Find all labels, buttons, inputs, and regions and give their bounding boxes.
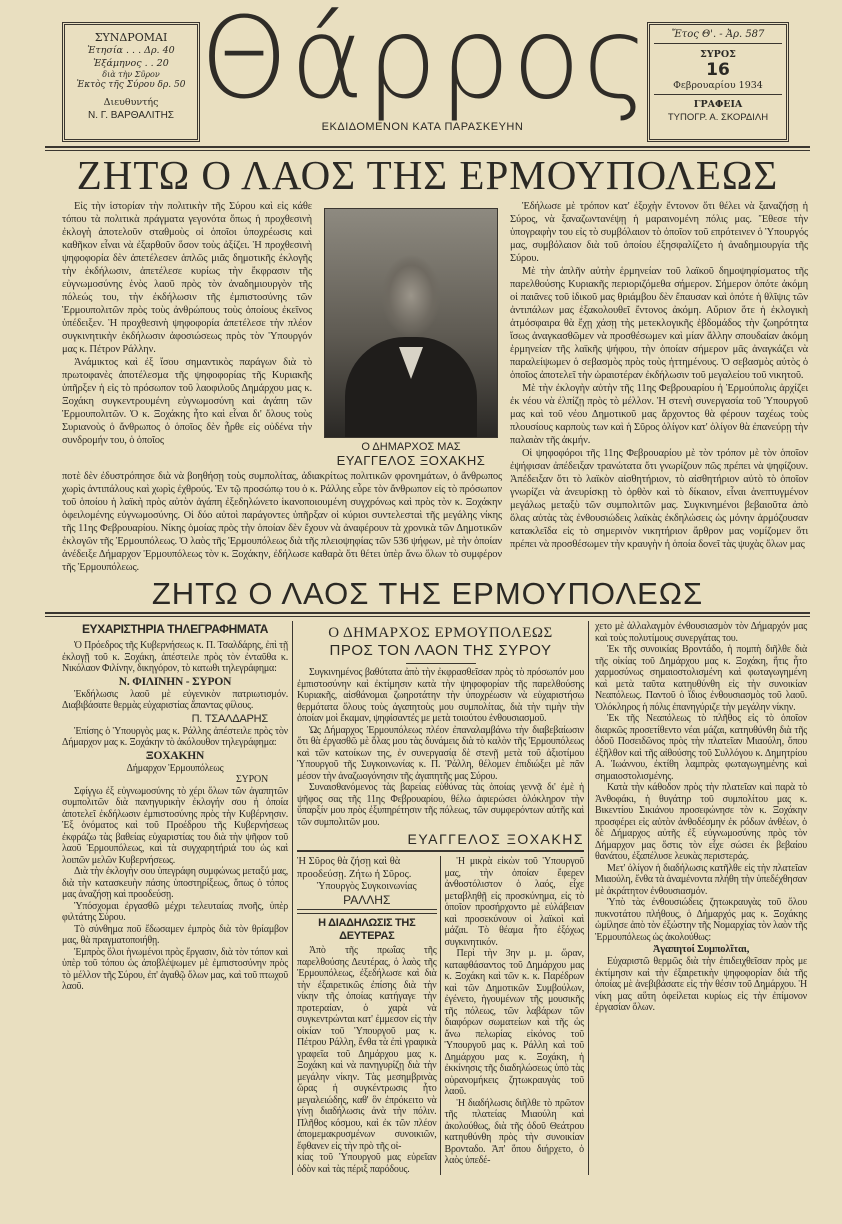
subscription-line: διὰ τὴν Σῦρον [102,70,160,79]
paragraph: Εἰς τὴν ἱστορίαν τὴν πολιτικὴν τῆς Σύρου καὶ εἰς κάθε τόπου τὰ πολιτικὰ πράγματα γεγονότα ὅπως ἡ προχθεσινὴ ἐκλογὴ ἀποτελοῦν σταθμοὺς οἱ ὁποῖοι ὑποχρέωσις καὶ καθῆκον εἶναι νὰ ἐξαρθοῦν ὅσον τοὺς ἀξίζει. Ἡ προχθεσινὴ ψηφοφορία δὲν ἀπετέλεσεν ἁπλῶς μιᾶς δημοτικῆς ἐκλογῆς τὴν ἐκδήλωσιν, ἀπετέλεσε κυρίως τὴν ἔκφρασιν τῆς εὐγνωμοσύνης ἑνὸς λαοῦ πρὸς τὸν ἀναδημιουργὸν τῆς πόλεώς του, τὴν ἐκδήλωσιν τῆς ἐμπιστοσύνης τῶν Ἑρμουπολιτῶν πρὸς τοὺς ἀνθρώπους τοὺς ὁποίους ἐκεῖνος ὑπέδειξεν. Ἡ προχθεσινὴ ψηφοφορία ἀπετέλεσε τὴν πλέον συγκινητικὴν ἐκδήλωσιν ἀφοσιώσεως πρὸς τὸν Ὑπουργόν μας κ. Πέτρον Ράλλην. [62,201,312,355]
paragraph: Κατὰ τὴν κάθοδον πρὸς τὴν πλατεῖαν καὶ παρὰ τὸ Ἀνθοφάκι, ἡ θυγάτηρ τοῦ συμπολίτου μας κ. Βικεντίου Σικιάνου προσεφώνησε τὸν κ. Ξοχάκην προσφέρει εἰς αὐτὸν ἀνθοδέσμην ἐκ ρόδων ἀνθέων, ὁ δὲ Δήμαρχος αὐτῆς ἐξ εὐγνωμοσύνης πρὸς τὸν Δήμαρχον μας ὅστις τὸν εἶχε σώσει ἐκ βεβαίου θανάτου, ἐξαπέλυσε λευκὰς περιστεράς. [595,782,807,862]
paragraph: Μὲ τὴν ἁπλῆν αὐτὴν ἑρμηνείαν τοῦ λαϊκοῦ δημοψηφίσματος τῆς παρελθούσης Κυριακῆς περιοριζόμεθα σήμερον. Σήμερον ὁπότε ἀκόμη οἱ παιᾶνες τοῦ ἰδικοῦ μας θριάμβου δὲν ἔπαυσαν καὶ ὁπότε ἡ θλῖψις τῶν ἀντιπάλων μας ἐξακολουθεῖ ἔντονος ἀκόμη. Αὔριον ὅτε ἡ ἐκλογικὴ ἀτμόσφαιρα θὰ ἔχῃ χάσῃ τὴς μετεκλογικῆς ἑβδομάδος τὴν ζωηρότητα ἴσως ἀναγκασθῶμεν νὰ προσθέσωμεν καὶ μίαν ἄλλην σπουδαίαν ἀκόμη ἑρμηνείαν τῆς λαϊκῆς ψήφου, τὴν ὁποίαν σήμερον μᾶς ἀναγκάζει νὰ παραλείψωμεν ὁ σεβασμὸς πρὸς τοὺς ἡττημένους. Ὁ σεβασμὸς αὐτὸς ὁ ὁποῖος ἀποτελεῖ τὴν ὡραιοτέραν ἐκδήλωσιν τοῦ μεγαλείου τοῦ νικητοῦ. [510,266,808,381]
paragraph: κίας τοῦ Ὑπουργοῦ μας εὐρεῖαν ὁδὸν καὶ τὰς πέριξ παρόδους. [297,1152,437,1175]
issue-day: 16 [706,60,730,80]
offices-label: ΓΡΑΦΕΙΑ [693,99,743,110]
paragraph: Μὲ τὴν ἐκλογὴν αὐτὴν τῆς 11ης Φεβρουαρίου ἡ Ἑρμούπολις ἀρχίζει ἐκ νέου νὰ ἐλπίζῃ πρὸς τὸ μέλλον. Ἡ στενὴ συνεργασία τοῦ Ὑπουργοῦ μας καὶ τοῦ νέου Δημοτικοῦ μας ἄρχοντος θὰ φέρουν ταχέως τοὺς πλουσίους καρποὺς των καὶ ἡ Σῦρος ὀλίγον κατ' ὀλίγον θὰ ἐπανεύρῃ τὴν παλαιὰν τῆς ἀκμήν. [510,383,808,446]
telegram-address: Ν. ΦΙΛΙΝΗΝ - ΣΥΡΟΝ [118,675,232,688]
masthead-rule [45,146,810,148]
paragraph: Μετ' ὀλίγον ἡ διαδήλωσις κατῆλθε εἰς τὴν πλατεῖαν Μιαούλη, ἔνθα τὰ ἀναμένοντα πλήθη τὴν ὑπεδέχθησαν μὲ ἀκράτητον ἐνθουσιασμόν. [595,862,807,897]
paragraph: Ὑπὸ τὰς ἐνθουσιώδεις ζητωκραυγὰς τοῦ ὄλου πυκνοτάτου πλήθους, ὁ Δήμαρχός μας κ. Ξοχάκης ὡμίλησε ἀπὸ τὸν ἐξώστην τῆς Νομαρχίας τὸν λαὸν τῆς Ἑρμουπόλεως ὡς ἀκολούθως: [595,897,807,943]
telegram-text: Ἐμπρὸς ὅλοι ἡνωμένοι πρὸς ἔργασιν, διὰ τὸν τόπον καὶ ὑπὲρ τοῦ τόπου ὡς ἀποβλέψωμεν μὲ ἐμπιστοσύνην πρὸς τὸ μέλλον τῆς Σύρου, ἐπ' ἀγαθῷ ὅλων μας, καὶ τοῦ πτωχοῦ λαοῦ. [62,946,288,992]
paragraph: Ὡς Δήμαρχος Ἑρμουπόλεως πλέον ἐπαναλαμβάνω τὴν διαβεβαίωσιν ὅτι θὰ ἐργασθῶ μὲ ὅλας μου τὰς δυνάμεις διὰ τὸ καλὸν τῆς Ἑρμουπόλεως καὶ τῶν κατοίκων της, ἐν συνεργασίᾳ δὲ στενῇ μετὰ τοῦ ἀξιοτίμου Ὑπουργοῦ τῆς Συγκοινωνίας κ. Π. Ῥάλλη, θέλομεν ἐπιδιώξει μὲ πᾶν μέσον τὴν ἀναζωογόνησιν τῆς ἀγαπητῆς μας Σύρου. [297,724,584,782]
paragraph: Εὐχαριστῶ θερμῶς διὰ τὴν ἐπιδειχθεῖσαν πρὸς με ἐκτίμησιν καὶ τὴν ἐξαιρετικὴν ψηφοφορίαν διὰ τῆς ὁποίας μὲ ἀνεβιβάσατε εἰς τὴν θέσιν τοῦ Δημάρχου. Ἡ νίκη μας αὕτη ὀφείλεται κυρίως εἰς τὴν ἐπίμονον ἐργασίαν ὅλων. [595,956,807,1013]
telegram-address: ΞΟΧΑΚΗΝ [145,749,205,762]
mayor-column [293,621,589,1175]
mayor-letter-heading-2: ΠΡΟΣ ΤΟΝ ΛΑΟΝ ΤΗΣ ΣΥΡΟΥ [329,642,552,659]
headline-top: ΖΗΤΩ Ο ΛΑΟΣ ΤΗΣ ΕΡΜΟΥΠΟΛΕΩΣ [76,152,779,198]
section-rule [45,612,810,614]
telegram-address-sub: Δήμαρχον Ἑρμουπόλεως [126,762,224,774]
lead-article [62,200,808,574]
subscription-line: Ἐκτὸς τῆς Σύρου δρ. 50 [76,80,186,90]
paragraph: Περὶ τὴν 3ην μ. μ. ὥραν, καταφθάσαντος τοῦ Δημάρχου μας κ. Ξοχάκη καὶ τῶν κ. κ. Παρέδρων καὶ τῶν Δημοτικῶν Συμβούλων, ἐγένετο, ἡγουμένων τῆς μουσικῆς τῆς πόλεως, τῶν λαβάρων τῶν διαφόρων σωματείων καὶ τῆς ὡς ἄνω πελωρίας εἰκόνος τοῦ Ὑπουργοῦ μας κ. Ράλλη καὶ τοῦ Δημάρχου μας κ. Ξοχάκη, ἡ ἐκκίνησις τῆς διαδηλώσεως ὑπὸ τὰς οὐρανομήκεις ζητωκραυγὰς τοῦ λαοῦ. [444,948,584,1097]
photo-caption-1: Ο ΔΗΜΑΡΧΟΣ ΜΑΣ [361,441,461,453]
paragraph: Οἱ ψηφοφόροι τῆς 11ης Φεβρουαρίου μὲ τὸν τρόπον μὲ τὸν ὁποῖον ἐψήφισαν ἀπέδειξαν τρανώτατα ὅτι γνωρίζουν πῶς πρέπει νὰ ψηφίζουν. Ἀπέδειξαν ὅτι τὸ λαϊκὸν αἰσθητήριον, τὸ αἰσθητήριον αὐτὸ τὸ ὁποῖον γνωρίζει νὰ ἀνευρίσκῃ τὸ ὀρθὸν καὶ τὸ δίκαιον, εἶναι ἀνεπτυγμένον μεγάλως μεταξὺ τῶν συμπολιτῶν μας. Συγκινημένοι βεβαιοῦτα ἀπὸ ὅλας αὐτὰς τὰς ἐνθουσιώδεις λαϊκὰς ἐκδηλώσεις ὡς μόνην ἁρμόζουσαν κατακλεῖδα εἰς τὸ σημερινὸν νικητήριον ἄρθρον μας νομίζομεν ὅτι πρέπει νὰ προσθέσωμεν τὴν κραυγὴν ἡ ὁποία δονεῖ τὰς ψυχὰς ὅλων μας [510,448,808,550]
telegram-intro: Ὁ Πρόεδρος τῆς Κυβερνήσεως κ. Π. Τσαλδάρης, ἐπὶ τῇ ἐκλογῇ τοῦ κ. Ξοχάκη, ἀπέστειλε πρὸς τὸν ἐνταῦθα κ. Νικόλαον Φιλίνην, δικηγόρον, τὸ κατωθι τηλεγράφημα: [62,640,288,674]
telegram-text: Ὑπόσχομαι ἐργασθῶ μέχρι τελευταίας πνοῆς, ὑπὲρ φιλτάτης Σύρου. [62,900,288,923]
telegrams-heading: ΕΥΧΑΡΙΣΤΗΡΙΑ ΤΗΛΕΓΡΑΦΗΜΑΤΑ [81,622,269,636]
demo-continued-col [589,621,807,1175]
telegram-text: Διὰ τὴν ἐκλογὴν σου ὑπεγράφη συμφώνως μεταξύ μας, διὰ τὴν κατασκευὴν πάσης ὑποστηρίξεως, ὅπως ὁ τόπος μας ἀναζήσῃ καὶ προοδεύσῃ. [62,866,288,900]
director-label: Διευθυντής [103,97,159,108]
section-rule-thin [45,616,810,617]
masthead-rule-thin [45,150,810,151]
telegrams-body [62,640,288,993]
subscription-heading: ΣΥΝΔΡΟΜΑΙ [94,31,168,44]
monday-demo-heading: Η ΔΙΑΔΗΛΩΣΙΣ ΤΗΣ ΔΕΥΤΕΡΑΣ [318,917,416,942]
paragraph: Ἡ διαδήλωσις διῆλθε τὸ πρῶτον τῆς πλατείας Μιαούλη καὶ ἀκολούθως, διὰ τῆς ὁδοῦ Θεάτρου κατηυθύνθη πρὸς τὴν συνοικίαν Βρονταδο. Ἀπ' ὅπου διήρχετο, ὁ λαὸς ὑπεδέ- [444,1097,584,1166]
paragraph: Ἐκ τῆς Νεαπόλεως τὸ πλῆθος εἰς τὸ ὁποῖον διαρκῶς προσετίθεντο νέαι μάζαι, κατηυθύνθη διὰ τῆς ὁδοῦ Ποσειδῶνος πρὸς τὴν πλατεῖαν Μιαούλη, ὅπου ἐξῆλθον καὶ τῆς αἰθούσης τοῦ Συλλόγου κ. Δημητρίου Α. Ἰωάννου, ἐκτίθη λαμπρὰς φωταγωγημένης καὶ σημαιοστολισμένης. [595,713,807,782]
telegram-text: Ἐκδήλωσις λαοῦ μὲ εὐγενικὸν πατριωτισμόν. Διαβιβάσατε θερμὰς εὐχαριστίας ἅπαντας φίλους. [62,688,288,711]
paragraph: Συναισθανόμενος τὰς βαρείας εὐθύνας τὰς ὁποίας γεννᾷ δι' ἐμὲ ἡ ψῆφος σας τῆς 11ης Φεβρουαρίου, θέλω ἀφιερώσει ὁλόκληρον τὴν ὕπαρξίν μου πρὸς ἐξυπηρέτησιν τῆς πόλεως, τῶν συμφερόντων αὐτῆς καὶ τῶν συμπολιτῶν μου. [297,782,584,828]
mayor-photo [324,208,498,438]
newspaper-title: Θάρρος [200,0,651,124]
subscription-box [62,22,200,142]
monday-demo-col-a [297,945,437,1152]
section-rule [297,850,584,852]
ornament-divider [406,663,476,664]
paragraph: Ἀνάμικτος καὶ ἐξ ἴσου σημαντικὸς παράγων διὰ τὸ πρωτοφανὲς ἀποτέλεσμα τῆς ψηφοφορίας τῆς Κυριακῆς ὑπῆρξεν ἡ εἰς τὸ πρόσωπον τοῦ λαοφιλοῦς Δημάρχου μας κ. Ξοχάκη συγκεντρουμένη εὐγνωμοσύνη καὶ ἀγάπη τῶν Ἑρμουπολιτῶν. Ὁ κ. Ξοχάκης ἦτο καὶ εἶναι δι' ὅλους τοὺς Συριανοὺς ὁ ἄνθρωπος ὁ ὁποῖος δὲν ἦρθε εἰς οὐδένα τὴν συνδρομήν του, ὁ ὁποῖος [62,357,312,446]
lead-article-upper [62,200,502,468]
lead-article-left-block [62,200,502,574]
issue-number: Ἔτος Θ'. - Ἀρ. 587 [654,28,782,44]
speech-heading: Ἀγαπητοί Συμπολῖται, [652,944,750,955]
subscription-line: Ἑξάμηνος . . 20 [93,58,169,69]
paragraph: Συγκινημένος βαθύτατα ἀπὸ τὴν ἐκφρασθεῖσαν πρὸς τὸ πρόσωπόν μου ἐμπιστοσύνην καὶ ἐκτίμησιν κατὰ τὴν ψηφοφορίαν τῆς παρελθούσης Κυριακῆς, αἰσθάνομαι ζωηροτάτην τὴν ὑποχρέωσιν νὰ εὐχαριστήσω θερμότατα ὅλους τοὺς ἀγαπητοὺς μου συμπολίτας, διὰ τὴν τιμὴν τὴν ὁποίαν μοὶ ἔκαμαν, ψηφίσαντές με μετὰ τοιούτου ἐνθουσιασμοῦ. [297,667,584,724]
telegrams-column [62,621,293,1175]
issue-box [647,22,789,142]
paragraph: Ἡ μικρὰ εἰκὼν τοῦ Ὑπουργοῦ μας, τὴν ὁποίαν ἔφερεν ἀνθοστόλιστον ὁ λαός, εἶχε μεταβληθῇ εἰς προσκύνημα, εἰς τὸ ὁποῖον προσήρχοντο μὲ εὐλάβειαν καὶ προσεκύνουν οἱ λαϊκοὶ καὶ μάζαι. Τὸ θέαμα ἦτο ἐξόχως συγκινητικόν. [444,856,584,948]
photo-block [320,200,502,468]
subscription-line: Ἐτησία . . . Δρ. 40 [87,45,175,56]
ornament-divider [297,909,437,914]
lead-article-col-left [62,200,312,447]
rallis-quote: Ἡ Σῦρος θὰ ζήσῃ καὶ θὰ προοδεύσῃ. Ζήτω ἡ Σῦρος. [297,856,412,880]
offices-value: ΤΥΠΟΓΡ. Α. ΣΚΟΡΔΙΛΗ [667,112,769,123]
headline-mid: ΖΗΤΩ Ο ΛΑΟΣ ΤΗΣ ΕΡΜΟΥΠΟΛΕΩΣ [151,576,704,611]
issue-place: ΣΥΡΟΣ [700,49,736,60]
mayor-letter-signature: ΕΥΑΓΓΕΛΟΣ ΞΟΧΑΚΗΣ [407,831,584,847]
lead-article-col-right [510,200,808,551]
paragraph: Ἀπὸ τῆς πρωΐας τῆς παρελθούσης Δευτέρας, ὁ λαὸς τῆς Ἑρμουπόλεως, ἐξεδήλωσε καὶ διὰ τὴν ἐξαιρετικῶς ἐπίσης διὰ τὴν νίκην τῆς ὁποίας κατήγαγε τὴν προτεραίαν, ὁ χαρὰ νὰ συγκεντρώνται κατ' ἐμμεσον εἰς τὴν οἰκίαν τοῦ Ὑπουργοῦ μας κ. Πέτρου Ράλλη, ἔνθα τὰ ἐπὶ γραφικὰ γραφεῖα τοῦ Δημάρχου μας κ. Ξοχάκη καὶ νὰ πανηγυρίζῃ διὰ τὴν μεγάλην νίκην. Τὰς μεσημβρινὰς ὥρας ἡ συγκέντρωσις ἦτο μεγαλειώδης, καθ' ὃν ἐπρόκειτο νὰ γίνῃ διαδήλωσις ἀνὰ τὴν πόλιν. Πλῆθος κόσμου, καὶ ἐκ τῶν πλέον ἀπομεμακρυσμένων συνοικιῶν, ἔφθανεν εἰς τὴν πρὸ τῆς οἰ- [297,945,437,1152]
paragraph: χετο μὲ ἀλλαλαγμὸν ἐνθουσιασμὸν τὸν Δήμαρχόν μας καὶ τοὺς πολυτίμους συνεργάτας του. [595,621,807,644]
photo-caption-2: ΕΥΑΓΓΕΛΟΣ ΞΟΧΑΚΗΣ [336,453,486,468]
newspaper-subtitle: ΕΚΔΙΔΟΜΕΝΟΝ ΚΑΤΑ ΠΑΡΑΣΚΕΥΗΝ [321,121,524,133]
paragraph: Ἐκ τῆς συνοικίας Βροντάδο, ἡ πομπὴ διῆλθε διὰ τῆς οἰκίας τοῦ Δημάρχου μας κ. Ξοχάκη, ἥτις ἦτο χαρμοσύνως σημαιοστολισμένη καὶ φωταγωγημένη καὶ μετὰ ταῦτα κατηυθύνθη εἰς τὴν συνοικίαν Νεαπόλεως. Παντοῦ ὁ ἴδιος ἐνθουσιασμὸς τοῦ λαοῦ. Ὁλόκληρος ἡ πόλις ἐπανηγύριζε τὴν μεγάλην νίκην. [595,644,807,713]
rallis-name: ΡΑΛΛΗΣ [343,893,391,907]
paragraph: Ἐδήλωσε μὲ τρόπον κατ' ἐξοχὴν ἔντονον ὅτι θέλει νὰ ξαναζήσῃ ἡ Σύρος, νὰ ξαναζωντανέψῃ ἡ μαραινομένη πόλις μας. Ἔθεσε τὴν ὑπογραφὴν του εἰς τὸ συμβόλαιον τὸ ὁποῖον τοῦ επρότεινεν ὁ Ὑπουργός μας, συμβόλαιον διὰ τοῦ ὁποίου ἐξησφαλίζετο ἡ ἀναδημιουργία τῆς Σύρου. [510,201,808,264]
page-body [0,152,842,1175]
telegram-signature: Π. ΤΣΑΛΔΑΡΗΣ [191,712,268,725]
telegram-address-place: ΣΥΡΟΝ [235,774,268,785]
lead-article-col-wide [62,470,502,574]
rallis-title: Ὑπουργὸς Συγκοινωνίας [316,881,417,892]
paragraph: ποτὲ δὲν ἐδυστρόπησε διὰ νὰ βοηθήσῃ τοὺς συμπολίτας, ἀδιακρίτως πολιτικῶν φρονημάτων, ὁ ἄνθρωπος χωρὶς ἀντιπάλους καὶ χωρὶς ἐχθρούς. Ἐν τῷ προσώπῳ του ὁ κ. Ράλλης εὗρε τὸν ἄνθρωπον εἰς τὸ πρόσωπον τοῦ ὁποίου ἡ λαϊκὴ πρὸς αὐτὸν ἀγάπη ἐξεδηλώνετο ἱκανοποιουμένη συγχρόνως καὶ πρὸς τὸν κ. Ξοχάκην ὀφειλομένης εὐγνωμοσύνης. Οἱ δύο αὐτοὶ παράγοντες ὑπῆρξαν οἱ κύριοι συντελεσταὶ τῆς μεγάλης νίκης τῆς 11ης Φεβρουαρίου. Νίκης ὁμοίας πρὸς τὴν ὁποίαν δὲν ἔχουν νὰ ἀναφέρουν τὰ χρονικὰ τῶν Δημοτικῶν ἐκλογῶν τῆς Ἑρμουπόλεως. Ὁ λαὸς τῆς Ἑρμουπόλεως διὰ τῆς πλειοψηφίας τῶν 536 ψήφων, μὲ τὴν ὁποίαν ἀνέδειξε Δήμαρχον Ἑρμουπόλεως τὸν κ. Ξοχάκην, ἐδήλωσε καθαρὰ ὅτι θέτει ὑπὲρ ἄνω ὅλων τὸ συμφέρον τῆς Ἑρμουπόλεως. [62,471,502,573]
mayor-letter-body [297,667,584,828]
telegram-text: Τὸ σύνθημα ποῦ ἔδωσαμεν ἐμπρὸς διὰ τὸν θρίαμβον μας, θὰ πραγματοποιήθῃ. [62,923,288,946]
director-name: Ν. Γ. ΒΑΡΘΑΛΙΤΗΣ [88,110,174,121]
mayor-letter-heading-1: Ο ΔΗΜΑΡΧΟΣ ΕΡΜΟΥΠΟΛΕΩΣ [328,625,553,641]
telegram-text: Σφίγγω ἐξ εὐγνωμοσύνης τὸ χέρι ὅλων τῶν ἀγαπητῶν συμπολιτῶν διὰ πανηγυρικὴν ἐκλογήν σου ἡ ὁποία ἀποτελεῖ ἐκδήλωσιν ἐμπιστοσύνης πρὸς τὴν Κυβέρνησιν. Ἐξ ὀνόματος καὶ τοῦ Προέδρου τῆς Κυβερνήσεως ἐκφράζω τὰς βαθείας εὐχαριστίας του διὰ τὴν ψῆφον τοῦ λαοῦ Ἑρμουπόλεως, καὶ τὰ συγχαρητήριά του ὡς καὶ λοιπῶν μελῶν Κυβερνήσεως. [62,785,288,866]
bottom-section [62,621,810,1175]
sub-columns [297,856,584,1175]
telegram-intro: Ἐπίσης ὁ Ὑπουργὸς μας κ. Ράλλης ἀπέστειλε πρὸς τὸν Δήμαρχον μας κ. Ξοχάκην τὸ ἀκόλουθον τηλεγράφημα: [62,725,288,748]
issue-date: Φεβρουαρίου 1934 [654,79,782,95]
